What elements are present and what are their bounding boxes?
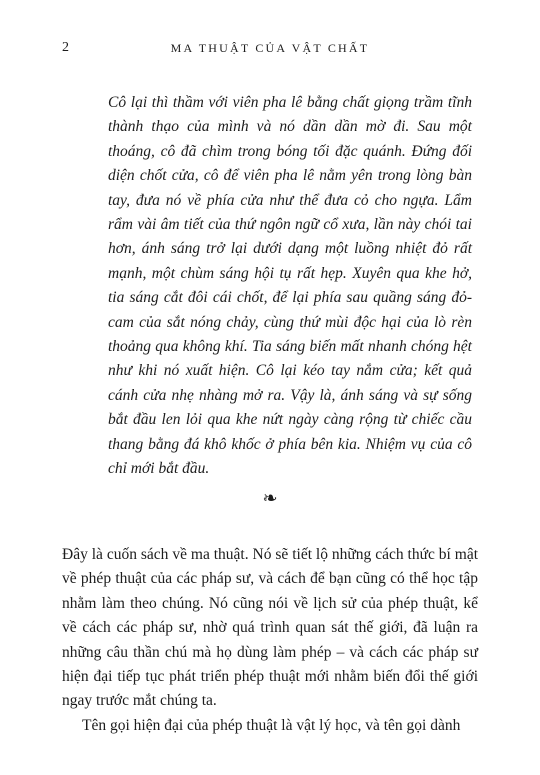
- opening-narrative: [108, 91, 472, 482]
- body-paragraph-1: Đây là cuốn sách về ma thuật. Nó sẽ tiết lộ những cách thức bí mật về phép thuật của các pháp sư, và cách để bạn cũng có thể học tập nhằm làm theo chúng. Nó cũng nói về lịch sử của phép thuật, kể về cách các pháp sư, nhờ quá trình quan sát thế giới, đã luận ra những câu thần chú mà họ dùng làm phép – và cách các pháp sư hiện đại tiếp tục phát triển phép thuật mới nhằm biến đổi thế giới ngay trước mắt chúng ta.: [62, 546, 478, 710]
- body-paragraph-2: Tên gọi hiện đại của phép thuật là vật lý học, và tên gọi dành: [82, 716, 461, 734]
- narrative-paragraph: Cô lại thì thầm với viên pha lê bằng chất giọng trầm tĩnh thành thạo của mình và nó dần dần mờ đi. Sau một thoáng, cô đã chìm trong bóng tối đặc quánh. Đứng đối diện chốt cửa, cô để viên pha lê nằm yên trong lòng bàn tay, đưa nó về phía cửa như thể đưa cỏ cho ngựa. Lẩm rẩm vài âm tiết của thứ ngôn ngữ cổ xưa, lần này chói tai hơn, ánh sáng trở lại dưới dạng một luồng nhiệt đỏ rất mạnh, một chùm sáng hội tụ rất hẹp. Xuyên qua khe hở, tia sáng cắt đôi cái chốt, để lại phía sau quầng sáng đỏ-cam của sắt nóng chảy, cùng thứ mùi độc hại của lò rèn thoảng qua không khí. Tia sáng biến mất nhanh chóng hệt như khi nó xuất hiện. Cô lại kéo tay nắm cửa; kết quả cánh cửa nhẹ nhàng mở ra. Vậy là, ánh sáng và sự sống bắt đầu len lỏi qua khe nứt ngày càng rộng từ chiếc cầu thang bằng đá khô khốc ở phía bên kia. Nhiệm vụ của cô chỉ mới bắt đầu.: [108, 94, 472, 478]
- fleuron-ornament-icon: ❧: [262, 488, 278, 508]
- running-header-title: MA THUẬT CỦA VẬT CHẤT: [170, 41, 370, 55]
- body-text: [62, 543, 478, 738]
- page-number: 2: [62, 40, 69, 55]
